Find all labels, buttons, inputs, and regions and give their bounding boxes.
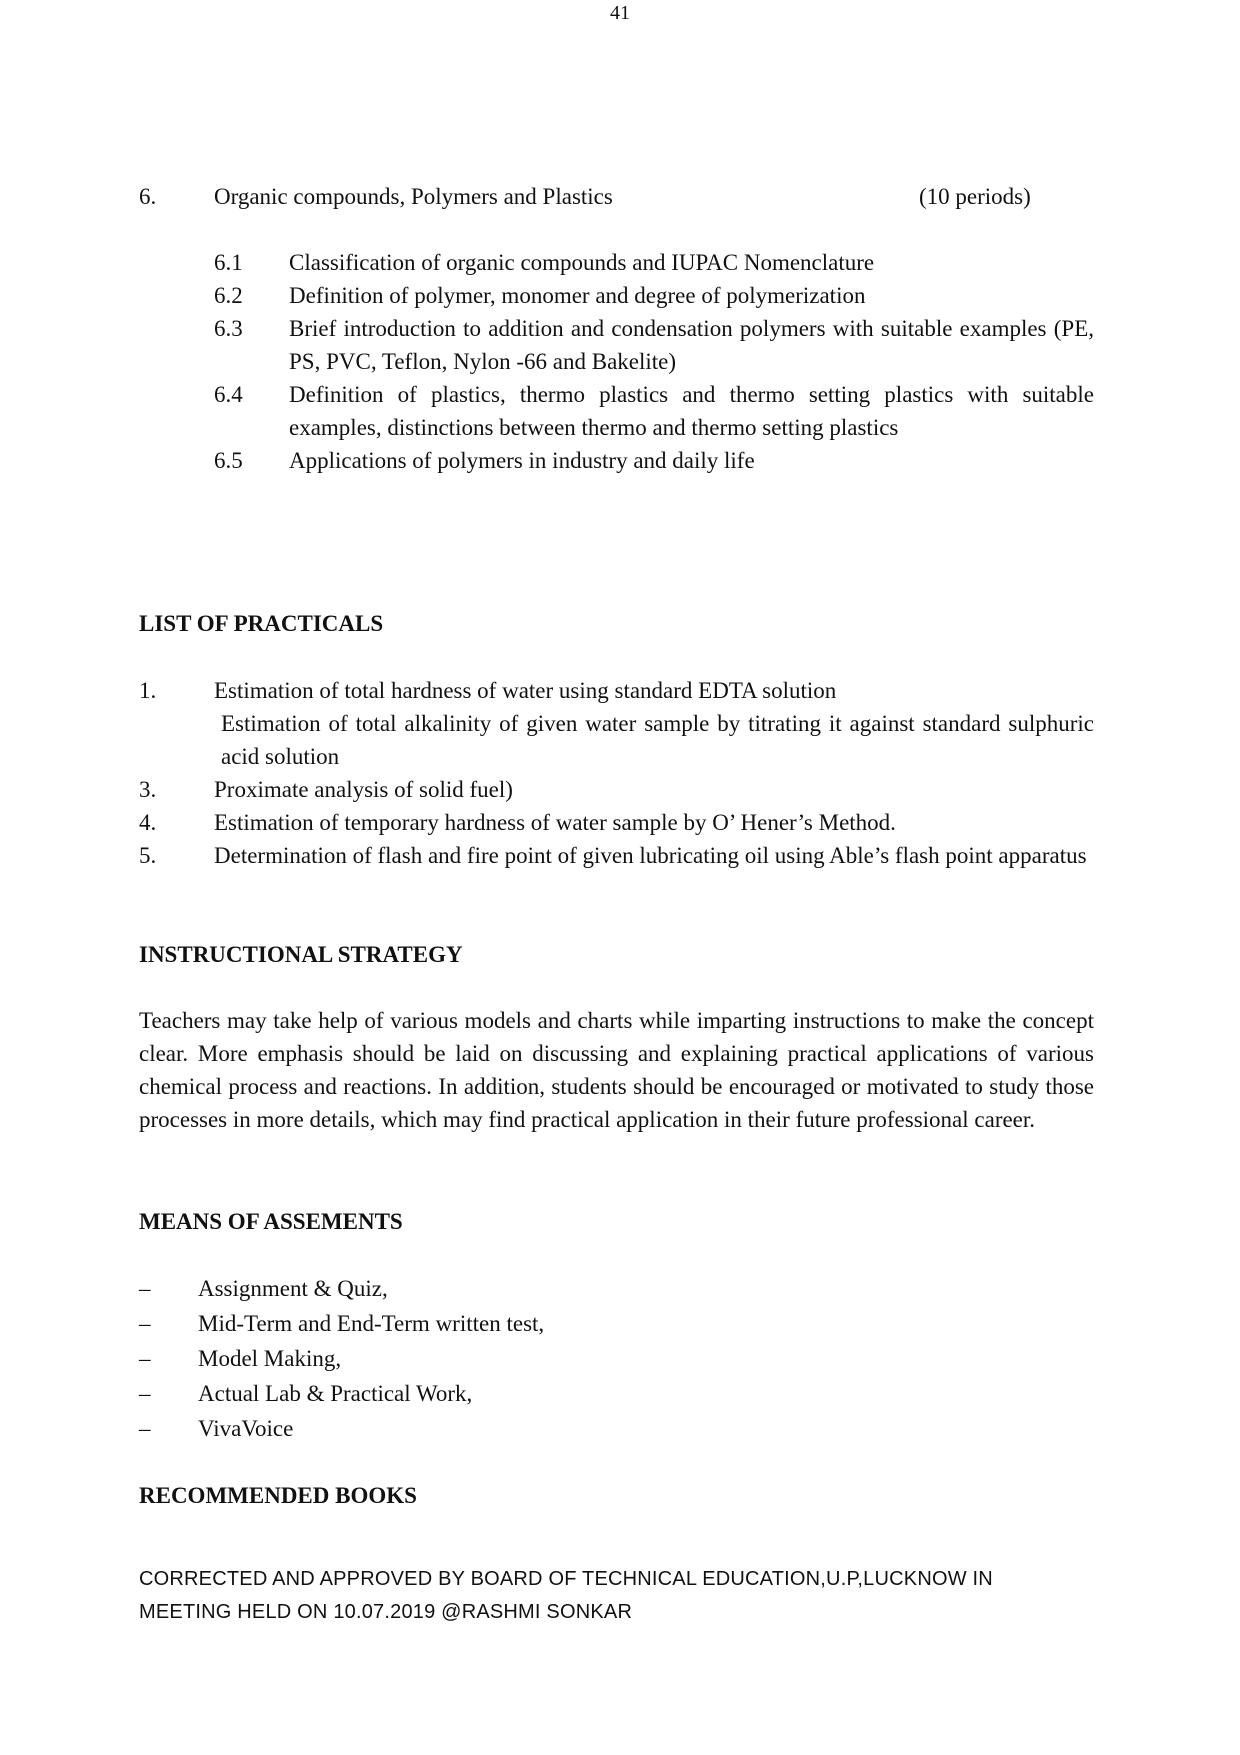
assessment-text: Mid-Term and End-Term written test, <box>198 1311 545 1336</box>
assessment-text: VivaVoice <box>198 1416 294 1441</box>
assessment-list <box>139 1271 1039 1446</box>
list-item <box>139 1411 1039 1446</box>
unit-number: 6. <box>139 184 157 209</box>
practical-number: 3. <box>139 777 157 802</box>
footer-line: CORRECTED AND APPROVED BY BOARD OF TECHNICAL EDUCATION,U.P,LUCKNOW IN <box>139 1568 993 1590</box>
list-item <box>139 773 1094 806</box>
list-item <box>214 444 1094 477</box>
list-item <box>139 839 1094 872</box>
assessment-text: Actual Lab & Practical Work, <box>198 1381 473 1406</box>
practical-number: 4. <box>139 810 157 835</box>
list-item <box>139 674 1094 707</box>
practicals-list <box>139 674 1094 872</box>
strategy-paragraph: Teachers may take help of various models and charts while imparting instructions to make the concept clear. More emphasis should be laid on discussing and explaining practical applications of various chemical process and reactions. In addition, students should be encouraged or motivated to study those processes in more details, which may find practical application in their future professional career. <box>139 1008 1094 1132</box>
subtopic-text: Brief introduction to addition and condensation polymers with suitable examples (PE, PS, PVC, Teflon, Nylon -66 and Bakelite) <box>289 316 1094 374</box>
practical-number: 1. <box>139 678 157 703</box>
footer-line: MEETING HELD ON 10.07.2019 @RASHMI SONKAR <box>139 1601 633 1623</box>
subtopic-number: 6.5 <box>214 448 243 473</box>
dash-bullet: – <box>139 1276 151 1301</box>
subtopic-number: 6.1 <box>214 250 243 275</box>
assessment-text: Model Making, <box>198 1346 342 1371</box>
footer-note <box>139 1563 1094 1629</box>
list-item <box>139 1341 1039 1376</box>
assessment-heading: MEANS OF ASSEMENTS <box>139 1209 403 1234</box>
practical-text: Estimation of total alkalinity of given water sample by titrating it against standard sulphuric acid solution <box>221 711 1094 769</box>
practical-text: Estimation of total hardness of water using standard EDTA solution <box>214 678 837 703</box>
dash-bullet: – <box>139 1346 151 1371</box>
subtopic-text: Definition of polymer, monomer and degree of polymerization <box>289 283 866 308</box>
list-item <box>139 1271 1039 1306</box>
list-item <box>139 707 1094 773</box>
dash-bullet: – <box>139 1311 151 1336</box>
unit-periods: (10 periods) <box>919 184 1031 209</box>
practical-number: 5. <box>139 843 157 868</box>
practicals-heading: LIST OF PRACTICALS <box>139 611 384 636</box>
page-number: 41 <box>610 2 630 24</box>
unit-title: Organic compounds, Polymers and Plastics <box>214 184 613 209</box>
list-item <box>214 246 1094 279</box>
practical-number <box>139 707 214 773</box>
subtopic-number: 6.4 <box>214 382 243 407</box>
subtopic-number: 6.3 <box>214 316 243 341</box>
dash-bullet: – <box>139 1416 151 1441</box>
list-item <box>214 312 1094 378</box>
list-item <box>139 1306 1039 1341</box>
list-item <box>139 1376 1039 1411</box>
list-item <box>139 806 1094 839</box>
subtopic-text: Applications of polymers in industry and daily life <box>289 448 755 473</box>
practical-text: Proximate analysis of solid fuel) <box>214 777 513 802</box>
unit-heading <box>139 180 1039 213</box>
subtopic-text: Classification of organic compounds and IUPAC Nomenclature <box>289 250 875 275</box>
subtopic-text: Definition of plastics, thermo plastics and thermo setting plastics with suitable examples, distinctions between thermo and thermo setting plastics <box>289 382 1094 440</box>
list-item <box>214 378 1094 444</box>
subtopic-list <box>214 246 1094 477</box>
practical-text: Estimation of temporary hardness of water sample by O’ Hener’s Method. <box>214 810 896 835</box>
assessment-text: Assignment & Quiz, <box>198 1276 388 1301</box>
books-heading: RECOMMENDED BOOKS <box>139 1483 417 1508</box>
dash-bullet: – <box>139 1381 151 1406</box>
practical-text: Determination of flash and fire point of given lubricating oil using Able’s flash point apparatus <box>214 843 1087 868</box>
strategy-heading: INSTRUCTIONAL STRATEGY <box>139 942 463 967</box>
subtopic-number: 6.2 <box>214 283 243 308</box>
list-item <box>214 279 1094 312</box>
